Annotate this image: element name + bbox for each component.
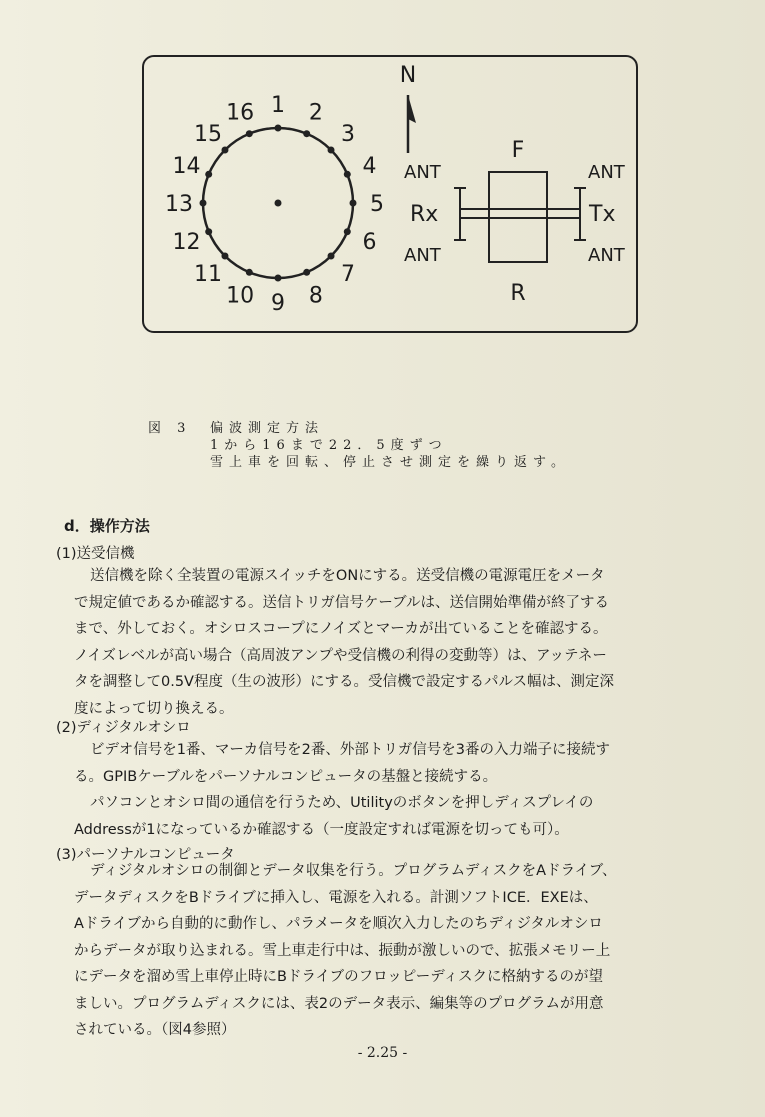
tx-label: Tx (589, 202, 616, 227)
caption-line-2: 1から16まで22．5度ずつ (210, 438, 448, 453)
ant-label-rx-bottom: ANT (404, 245, 441, 266)
dial-dot (275, 275, 282, 282)
dial-number: 14 (172, 154, 201, 180)
dial-dot (246, 269, 253, 276)
section-title: d．操作方法 (64, 517, 150, 535)
paragraph-1 (74, 563, 696, 722)
text-line: データディスクをBドライブに挿入し、電源を入れる。計測ソフトICE．EXEは、 (74, 889, 598, 906)
text-line: にデータを溜め雪上車停止時にBドライブのフロッピーディスクに格納するのが望 (74, 969, 604, 985)
dial-dot (221, 253, 228, 260)
dial-number: 7 (341, 262, 356, 288)
ant-label-tx-bottom: ANT (588, 245, 625, 266)
caption-number: 図 3 (148, 421, 192, 436)
dial-dot (303, 269, 310, 276)
dial-dot (275, 125, 282, 132)
page-number: - 2.25 - (357, 1045, 408, 1061)
dial-number: 11 (193, 262, 222, 288)
dial-number: 1 (271, 93, 285, 118)
dial-dot (328, 146, 335, 153)
dial-number: 5 (370, 192, 384, 217)
text-line: パソコンとオシロ間の通信を行うため、Utilityのボタンを押しディスプレイの (90, 795, 594, 811)
dial-dot (221, 146, 228, 153)
text-line: からデータが取り込まれる。雪上車走行中は、振動が激しいので、拡張メモリー上 (74, 942, 611, 959)
dial-number: 9 (271, 291, 285, 316)
text-line: ビデオ信号を1番、マーカ信号を2番、外部トリガ信号を3番の入力端子に接続す (90, 742, 610, 758)
front-label: F (511, 138, 525, 163)
dial-dot (205, 228, 212, 235)
ant-label-tx-top: ANT (588, 162, 625, 183)
north-label: N (399, 63, 417, 88)
text-line: 度によって切り換える。 (74, 700, 234, 717)
dial-dot (344, 228, 351, 235)
text-line: されている。（図4参照） (74, 1022, 236, 1038)
text-line: ノイズレベルが高い場合（高周波アンプや受信機の利得の変動等）は、アッテネー (74, 647, 607, 664)
dial-number: 13 (165, 192, 193, 217)
dial-number: 4 (362, 154, 377, 180)
text-line: タを調整して0.5V程度（生の波形）にする。受信機で設定するパルス幅は、測定深 (74, 674, 615, 690)
text-line: まで、外しておく。オシロスコープにノイズとマーカが出ていることを確認する。 (74, 621, 608, 637)
text-line: で規定値であるか確認する。送信トリガ信号ケーブルは、送信開始準備が終了する (74, 594, 610, 611)
dial-number: 2 (308, 100, 323, 126)
dial-dot (200, 200, 207, 207)
dial-number: 8 (308, 283, 323, 309)
dial-dot (350, 200, 357, 207)
caption-line-1: 偏波測定方法 (210, 421, 325, 436)
dial-center (275, 200, 282, 207)
dial-number: 10 (226, 283, 255, 309)
subsection-heading-2: (2)ディジタルオシロ (56, 720, 191, 736)
rx-label: Rx (410, 202, 439, 227)
dial-dot (303, 130, 310, 137)
ant-label-rx-top: ANT (404, 162, 441, 183)
dial-dot (246, 130, 253, 137)
dial-number: 12 (172, 229, 201, 255)
dial-dot (205, 171, 212, 178)
polarization-diagram (142, 55, 638, 333)
subsection-heading-3: (3)パーソナルコンピュータ (56, 847, 235, 863)
paragraph-3 (74, 858, 696, 1044)
dial-number: 6 (362, 229, 377, 255)
caption-line-3: 雪上車を回転、停止させ測定を繰り返す。 (210, 455, 570, 470)
dial-number: 15 (193, 121, 222, 147)
text-line: ディジタルオシロの制御とデータ収集を行う。プログラムディスクをAドライブ、 (90, 863, 617, 879)
text-line: Addressが1になっているか確認する（一度設定すれば電源を切っても可）。 (74, 821, 569, 838)
dial-number: 3 (341, 121, 356, 147)
text-line: ましい。プログラムディスクには、表2のデータ表示、編集等のプログラムが用意 (74, 995, 604, 1012)
dial-dot (328, 253, 335, 260)
dial-dot (344, 171, 351, 178)
text-line: 送信機を除く全装置の電源スイッチをONにする。送受信機の電源電圧をメータ (90, 568, 605, 584)
text-line: Aドライブから自動的に動作し、パラメータを順次入力したのちディジタルオシロ (74, 916, 603, 932)
paragraph-2 (74, 737, 696, 843)
rear-label: R (510, 281, 526, 306)
text-line: る。GPIBケーブルをパーソナルコンピュータの基盤と接続する。 (74, 768, 498, 785)
dial-number: 16 (226, 100, 255, 126)
subsection-heading-1: (1)送受信機 (56, 546, 135, 562)
